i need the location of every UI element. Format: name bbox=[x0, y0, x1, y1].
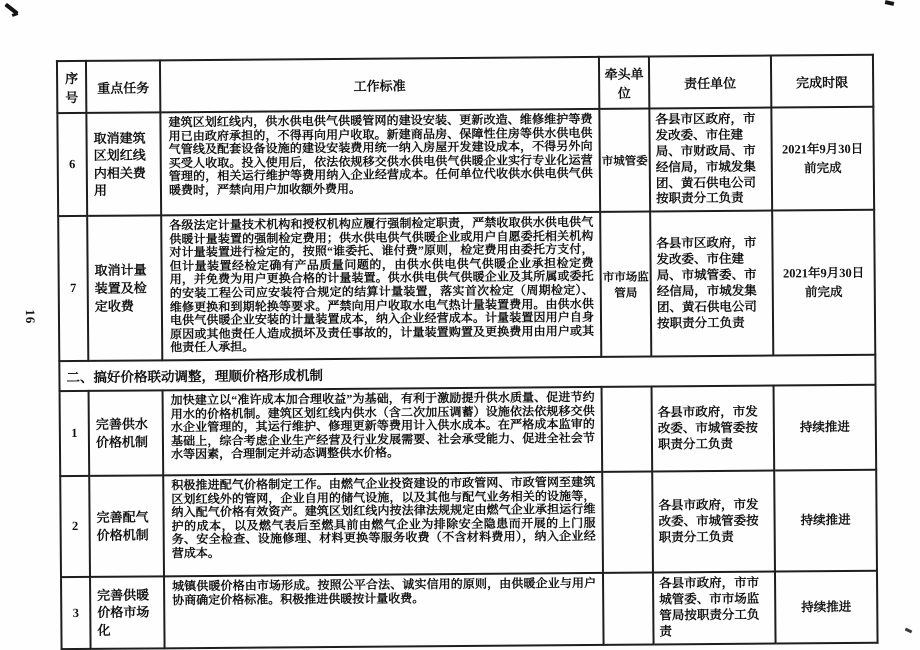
table-row bbox=[57, 107, 874, 217]
task-table bbox=[56, 54, 879, 650]
cell-responsible-unit: 各县市政府，市发改委、市城管委按职责分工负责 bbox=[652, 471, 775, 573]
column-header-deadline: 完成时限 bbox=[771, 55, 873, 108]
table-row bbox=[61, 571, 878, 649]
cell-responsible-unit: 各县市区政府，市发改委、市住建局、市财政局、市经信局，市城发集团、黄石供电公司按职责分工负责 bbox=[649, 108, 772, 212]
cell-index: 3 bbox=[61, 577, 91, 649]
cell-deadline: 2021年9月30日前完成 bbox=[771, 107, 874, 211]
cell-task: 取消建筑区划红线内相关费用 bbox=[86, 112, 161, 216]
cell-responsible-unit: 各县市政府，市发改委、市城管委按职责分工负责 bbox=[652, 386, 775, 472]
cell-standard: 建筑区划红线内，供水供电供气供暖管网的建设安装、更新改造、维修维护等费用已由政府承担的，不得再向用户收取。新建商品房、保障性住房等供水供电供气管线及配套设备设施的建设安装费用统一纳入房屋开发建设成本，不得另外向买受人收取。投入使用后，依法依规移交供水供电供气供暖企业实行专业化运营管理的，相关运行维护等费用纳入企业经营成本。任何单位代收供水供电供气供暖费时，严禁向用户加收额外费用。 bbox=[160, 109, 600, 216]
header-row bbox=[57, 55, 873, 113]
column-header-responsible-unit: 责任单位 bbox=[649, 56, 771, 109]
cell-task: 完善供水价格机制 bbox=[89, 391, 164, 477]
cell-responsible-unit: 各县市区政府，市发改委、市住建局、市城管委、市经信局，市城发集团、黄石供电公司按职责分工负责 bbox=[650, 211, 773, 357]
cell-index: 6 bbox=[57, 113, 87, 216]
cell-deadline: 持续推进 bbox=[774, 385, 877, 471]
cell-lead-unit bbox=[602, 387, 653, 472]
cell-lead-unit bbox=[602, 472, 653, 573]
cell-standard: 积极推进配气价格制定工作。由燃气企业投资建设的市政管网、市政管网至建筑区划红线外的管网，企业自用的储气设施，以及其他与配气业务相关的设施等，纳入配气价格有效资产。建筑区划红线内按法律法规规定由燃气企业承担运行维护的成本，以及燃气表后至燃具前由燃气企业为排除安全隐患而开展的上门服务、安全检查、设施修理、材料更换等服务收费（不含材料费用），纳入企业经营成本。 bbox=[163, 472, 603, 576]
cell-index: 7 bbox=[58, 216, 88, 361]
cell-lead-unit: 市市场监管局 bbox=[600, 212, 651, 357]
cell-deadline: 持续推进 bbox=[775, 571, 878, 643]
cell-lead-unit: 市城管委 bbox=[599, 109, 650, 213]
cell-responsible-unit: 各县市政府，市市城管委、市市场监管局按职责分工负责 bbox=[653, 572, 776, 644]
column-header-index: 序号 bbox=[57, 61, 86, 113]
table-row bbox=[60, 385, 877, 476]
cell-lead-unit bbox=[603, 573, 654, 645]
cell-index: 2 bbox=[60, 476, 90, 577]
cell-standard: 各级法定计量技术机构和授权机构应履行强制检定职责，严禁收取供水供电供气供暖计量装置的强制检定费用；供水供电供气供暖企业或用户自愿委托相关机构对计量装置进行检定的，按照“谁委托、谁付费”原则，检定费用由委托方支付，但计量装置经检定确有产品质量问题的，由供水供电供气供暖企业承担检定费用，并免费为用户更换合格的计量装置。供水供电供气供暖企业及其所属或委托的安装工程公司应安装符合规定的结算计量装置，落实首次检定（周期检定）、维修更换和到期轮换等要求。严禁向用户收取水电气热计量装置费用。由供水供电供气供暖企业安装的计量装置成本，纳入企业经营成本。计量装置因用户自身原因或其他责任人造成损坏及责任事故的，计量装置购置及更换费用由用户或其他责任人承担。 bbox=[161, 212, 601, 360]
table-row bbox=[60, 470, 877, 577]
cell-task: 完善配气价格机制 bbox=[89, 476, 164, 578]
cell-standard: 城镇供暖价格由市场形成。按照公平合法、诚实信用的原则，由供暖企业与用户协商确定价格标准。积极推进供暖按计量收费。 bbox=[164, 573, 604, 648]
cell-index: 1 bbox=[60, 391, 90, 476]
table-row bbox=[58, 210, 875, 361]
section-title: 二、搞好价格联动调整，理顺价格形成机制 bbox=[59, 355, 875, 391]
column-header-task: 重点任务 bbox=[86, 60, 160, 113]
column-header-lead-unit: 牵头单位 bbox=[599, 57, 649, 109]
cell-deadline: 2021年9月30日前完成 bbox=[772, 210, 875, 356]
cell-task: 完善供暖价格市场化 bbox=[90, 577, 165, 649]
page-number: 16 bbox=[22, 309, 39, 325]
cell-deadline: 持续推进 bbox=[774, 470, 877, 572]
cell-task: 取消计量装置及检定收费 bbox=[87, 216, 162, 362]
column-header-standard: 工作标准 bbox=[160, 57, 599, 112]
cell-standard: 加快建立以“准许成本加合理收益”为基础，有利于激励提升供水质量、促进节约用水的价格机制。建筑区划红线内供水（含二次加压调蓄）设施依法依规移交供水企业管理的，其运行维护、修理更新等费用计入供水成本。在严格成本监审的基础上，综合考虑企业生产经营及行业发展需要、社会承受能力、促进全社会节水等因素，合理制定并动态调整供水价格。 bbox=[163, 387, 603, 475]
